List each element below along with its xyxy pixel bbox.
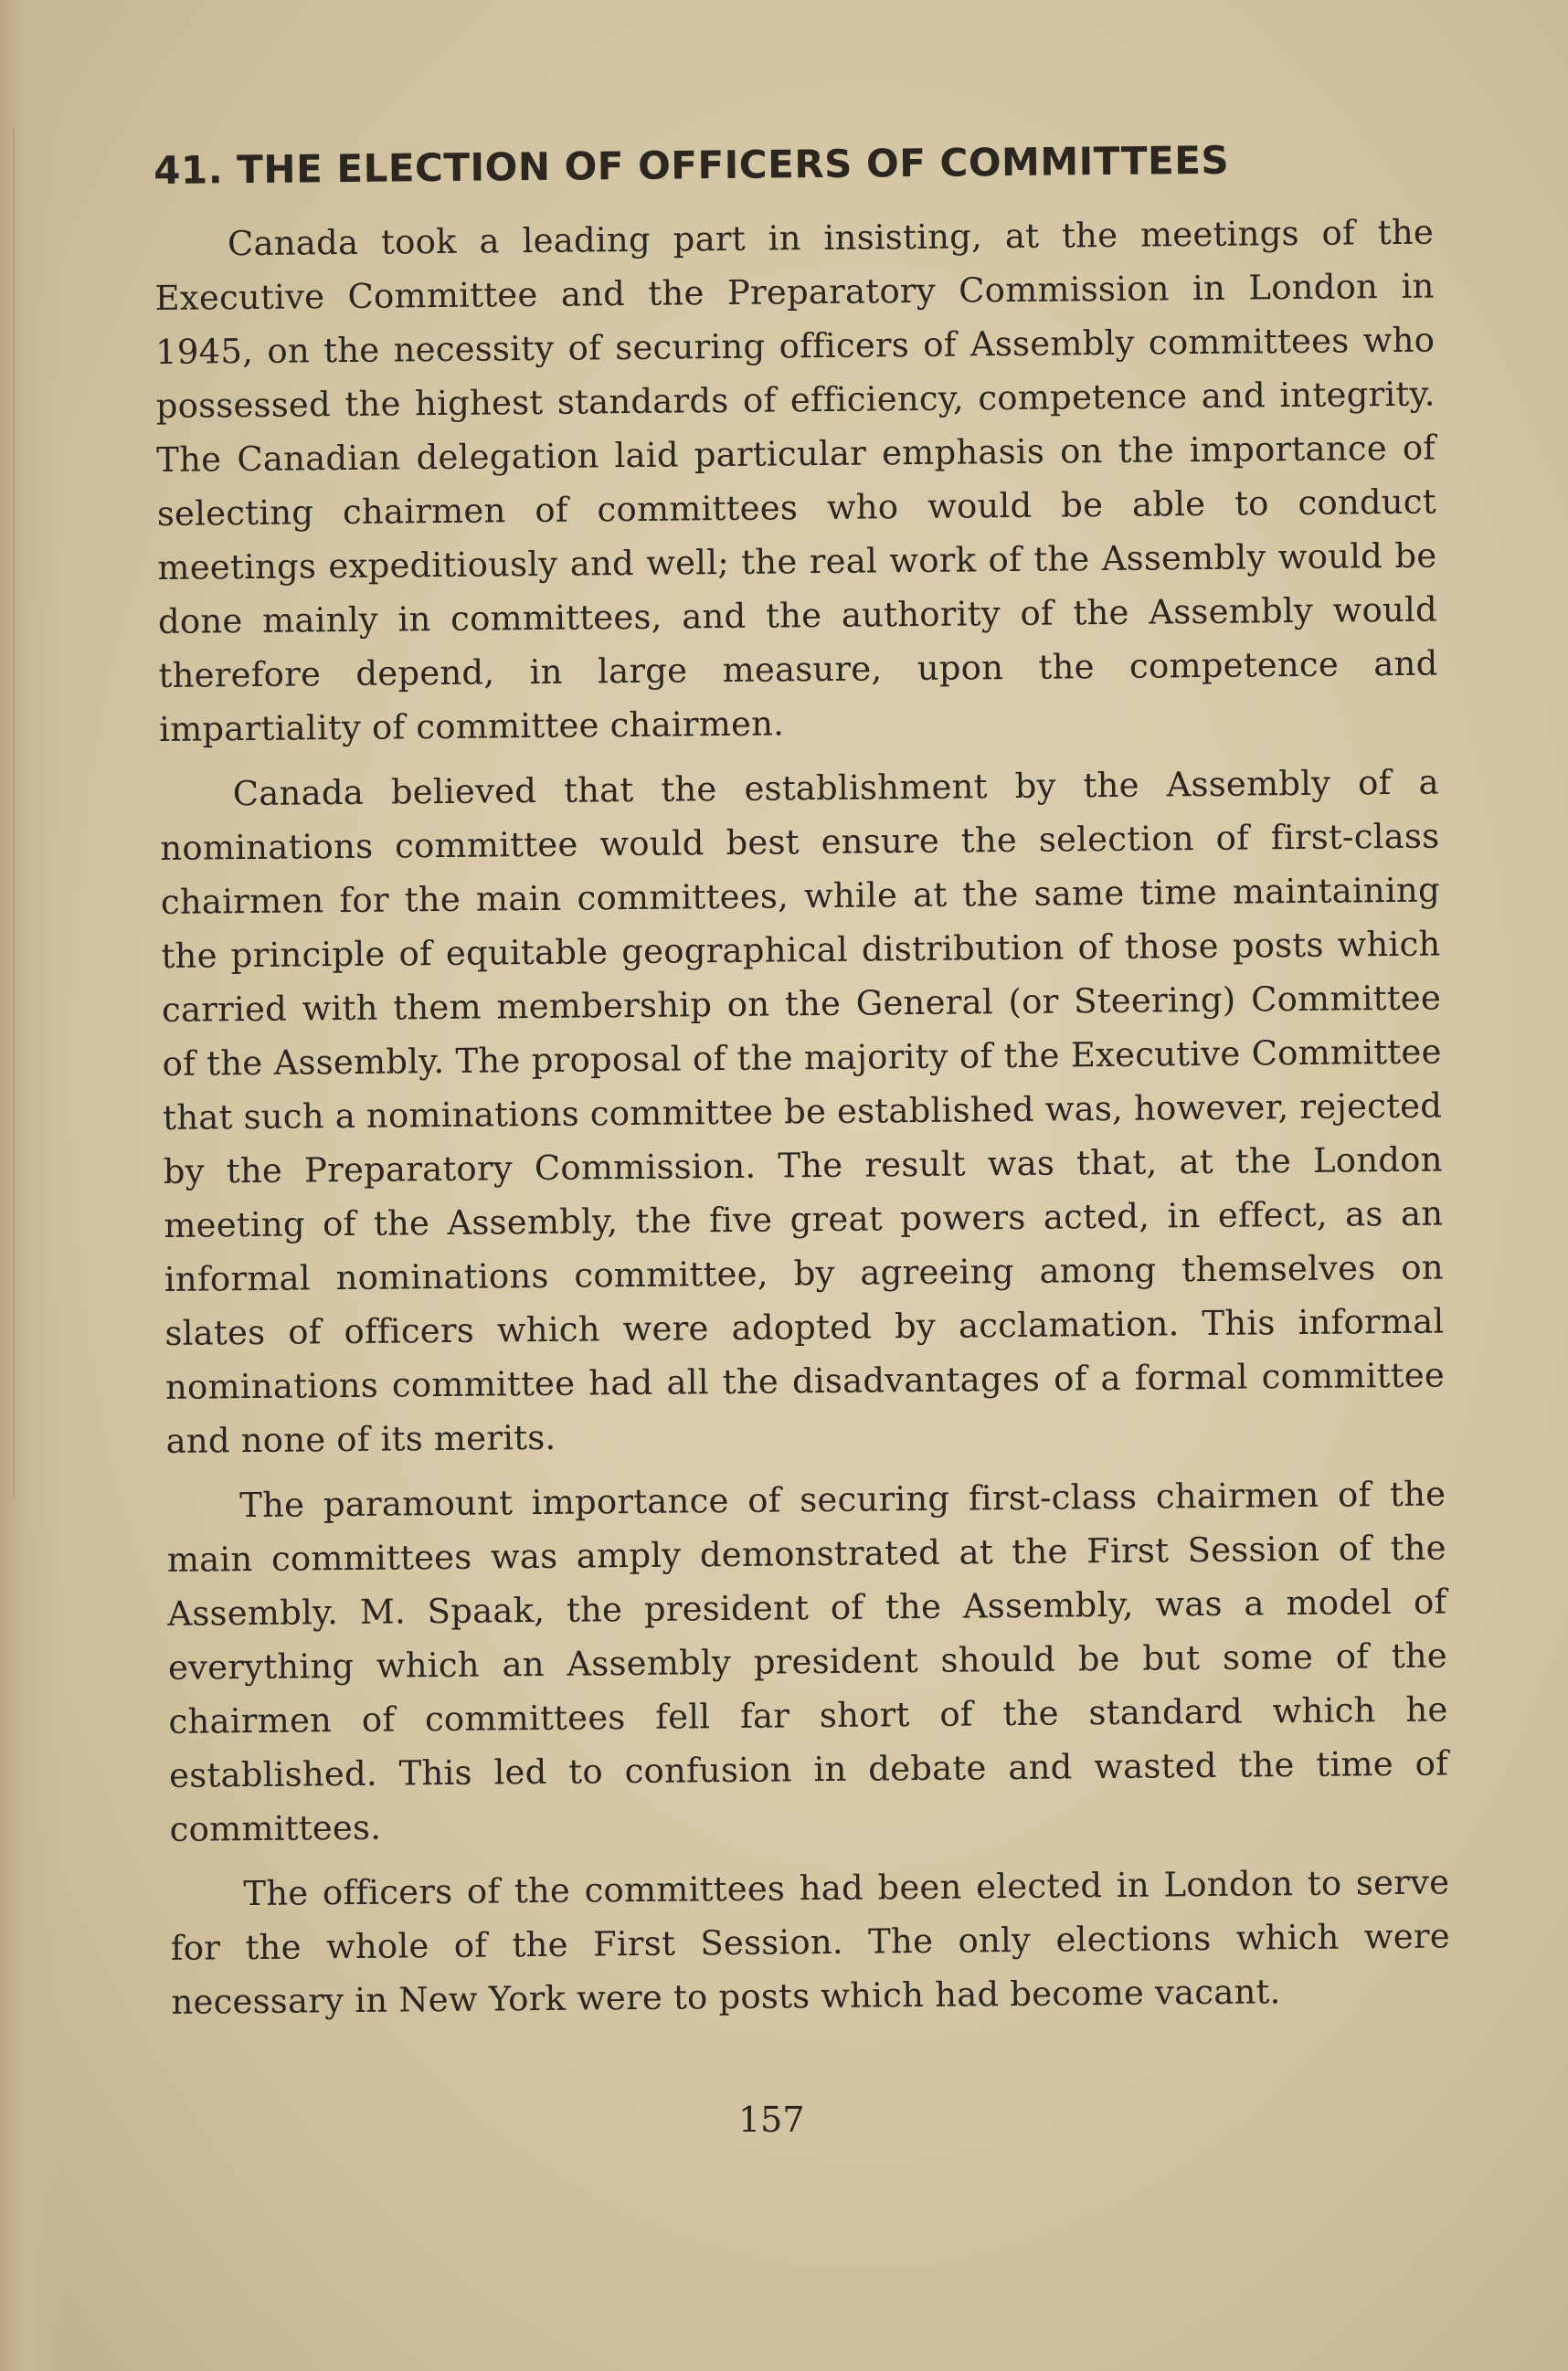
binding-gutter-shadow [0, 0, 64, 2371]
paragraph-1: Canada took a leading part in insisting, at the meetings of the Executive Committee and the Preparatory Commission in London in 1945, on the necessity of securing officers of Assembly committees who possessed the highest standards of efficiency, competence and integrity. The Canadian delegation laid particular emphasis on the importance of selecting chairmen of committees who would be able to conduct meetings expeditiously and well; the real work of the Assembly would be done mainly in committees, and the authority of the Assembly would therefore depend, in large measure, upon the competence and impartiality of committee chairmen. [154, 212, 1438, 750]
paragraph-2: Canada believed that the establishment by the Assembly of a nominations committee would best ensure the selection of first-class chairmen for the main committees, while at the same time maintaining the principle of equitable geographical distribution of those posts which carried with them membership on the General (or Steering) Committee of the Assembly. The proposal of the majority of the Executive Committee that such a nominations committee be established was, however, rejected by the Preparatory Commission. The result was that, at the London meeting of the Assembly, the five great powers acted, in effect, as an informal nominations committee, by agreeing among themselves on slates of officers which were adopted by acclamation. This informal nominations committee had all the disadvantages of a formal committee and none of its merits. [160, 762, 1446, 1462]
section-heading: 41. THE ELECTION OF OFFICERS OF COMMITTEES [154, 137, 1230, 193]
paragraph-3: The paramount importance of securing first-class chairmen of the main committees was amply demonstrated at the First Session of the Assembly. M. Spaak, the president of the Assembly, was a model of everything which an Assembly president should be but some of the chairmen of committees fell far short of the standard which he established. This led to confusion in debate and wasted the time of committees. [166, 1474, 1449, 1850]
paragraph-4: The officers of the committees had been elected in London to serve for the whole of the First Session. The only elections which were necessary in New York were to posts which had become vacant. [170, 1862, 1451, 2023]
text-column [154, 136, 1451, 2041]
binding-edge [13, 128, 15, 1498]
page-number: 157 [738, 2100, 805, 2140]
